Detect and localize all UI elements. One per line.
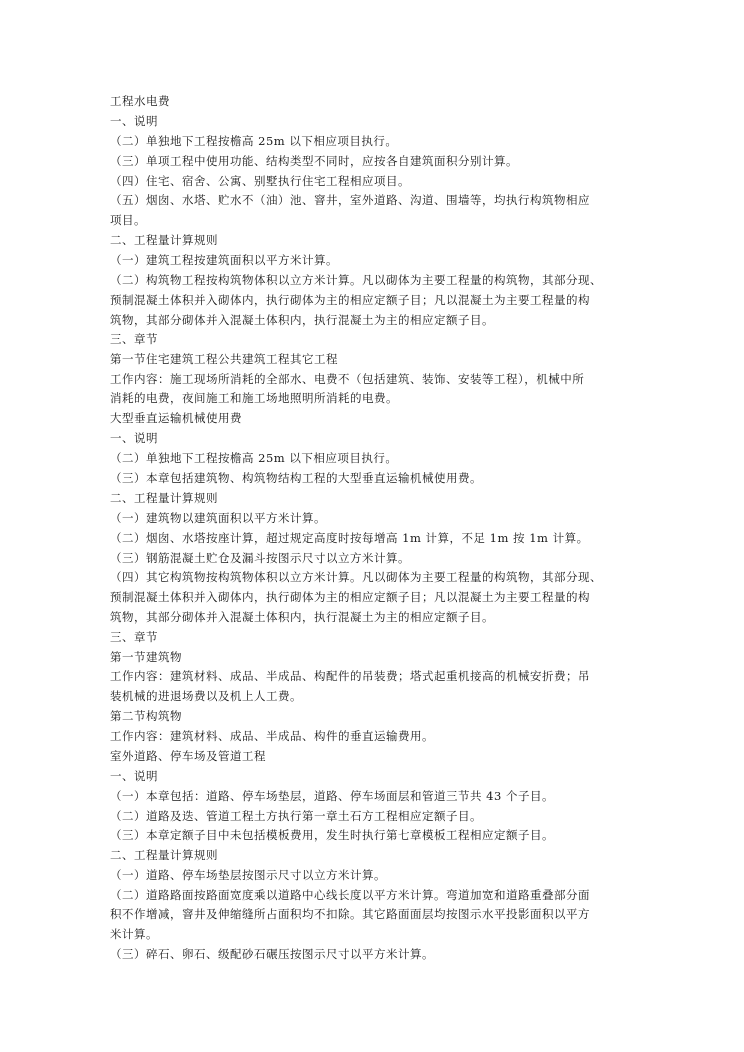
doc-line: （二）道路路面按路面宽度乘以道路中心线长度以平方米计算。弯道加宽和道路重叠部分面 [110,888,590,902]
doc-line: 三、章节 [110,630,158,644]
doc-line: 预制混凝土体积并入砌体内，执行砌体为主的相应定额子目；凡以混凝土为主要工程量的构 [110,293,590,307]
doc-line: （三）本章定额子目中未包括模板费用，发生时执行第七章模板工程相应定额子目。 [110,828,554,842]
doc-line: （一）建筑物以建筑面积以平方米计算。 [110,511,326,525]
doc-line: 三、章节 [110,332,158,346]
doc-line: 预制混凝土体积并入砌体内，执行砌体为主的相应定额子目；凡以混凝土为主要工程量的构 [110,590,590,604]
doc-line: 筑物，其部分砌体并入混凝土体积内，执行混凝土为主的相应定额子目。 [110,610,494,624]
doc-line: 工作内容：建筑材料、成品、半成品、构件的垂直运输费用。 [110,729,434,743]
doc-line: 米计算。 [110,927,158,941]
doc-line: 项目。 [110,213,146,227]
doc-line: （一）道路、停车场垫层按图示尺寸以立方米计算。 [110,868,386,882]
doc-line: 工作内容：施工现场所消耗的全部水、电费不（包括建筑、装饰、安装等工程），机械中所 [110,372,585,386]
doc-line: 装机械的进退场费以及机上人工费。 [110,689,302,703]
doc-line: 一、说明 [110,769,158,783]
doc-line: （三）钢筋混凝土贮仓及漏斗按图示尺寸以立方米计算。 [110,551,410,565]
doc-line: （三）碎石、卵石、级配砂石碾压按图示尺寸以平方米计算。 [110,947,434,961]
doc-line: （一）建筑工程按建筑面积以平方米计算。 [110,253,338,267]
doc-line: 一、说明 [110,114,158,128]
doc-line: 积不作增减，窨井及伸缩缝所占面积均不扣除。其它路面面层均按图示水平投影面积以平方 [110,907,590,921]
doc-line: 第一节住宅建筑工程公共建筑工程其它工程 [110,352,338,366]
doc-line: （五）烟囱、水塔、贮水不（油）池、窨井，室外道路、沟道、围墙等，均执行构筑物相应 [110,193,590,207]
doc-line: 二、工程量计算规则 [110,233,218,247]
doc-line: 第一节建筑物 [110,650,182,664]
doc-line: 二、工程量计算规则 [110,491,218,505]
doc-line: （二）构筑物工程按构筑物体积以立方米计算。凡以砌体为主要工程量的构筑物，其部分现、 [110,273,602,287]
doc-line: （三）单项工程中使用功能、结构类型不同时，应按各自建筑面积分别计算。 [110,154,518,168]
doc-line: 第二节构筑物 [110,709,182,723]
doc-line: 工作内容：建筑材料、成品、半成品、构配件的吊装费；塔式起重机接高的机械安折费；吊 [110,669,590,683]
doc-line: （二）烟囱、水塔按座计算，超过规定高度时按每增高 1m 计算，不足 1m 按 1m 计算。 [110,531,589,545]
doc-line: （二）道路及迭、管道工程土方执行第一章土石方工程相应定额子目。 [110,809,482,823]
doc-line: 筑物，其部分砌体并入混凝土体积内，执行混凝土为主的相应定额子目。 [110,313,494,327]
doc-line: （二）单独地下工程按檐高 25m 以下相应项目执行。 [110,134,398,148]
doc-line: 消耗的电费，夜间施工和施工场地照明所消耗的电费。 [110,391,398,405]
doc-line: （三）本章包括建筑物、构筑物结构工程的大型垂直运输机械使用费。 [110,471,482,485]
doc-line: （四）住宅、宿舍、公寓、别墅执行住宅工程相应项目。 [110,174,410,188]
doc-line: （一）本章包括：道路、停车场垫层，道路、停车场面层和管道三节共 43 个子目。 [110,789,554,803]
doc-line: 室外道路、停车场及管道工程 [110,749,266,763]
doc-line: 大型垂直运输机械使用费 [110,411,242,425]
doc-line: 一、说明 [110,431,158,445]
doc-line: 二、工程量计算规则 [110,848,218,862]
doc-line: 工程水电费 [110,94,170,108]
doc-line: （四）其它构筑物按构筑物体积以立方米计算。凡以砌体为主要工程量的构筑物，其部分现、 [110,570,602,584]
doc-line: （二）单独地下工程按檐高 25m 以下相应项目执行。 [110,451,398,465]
